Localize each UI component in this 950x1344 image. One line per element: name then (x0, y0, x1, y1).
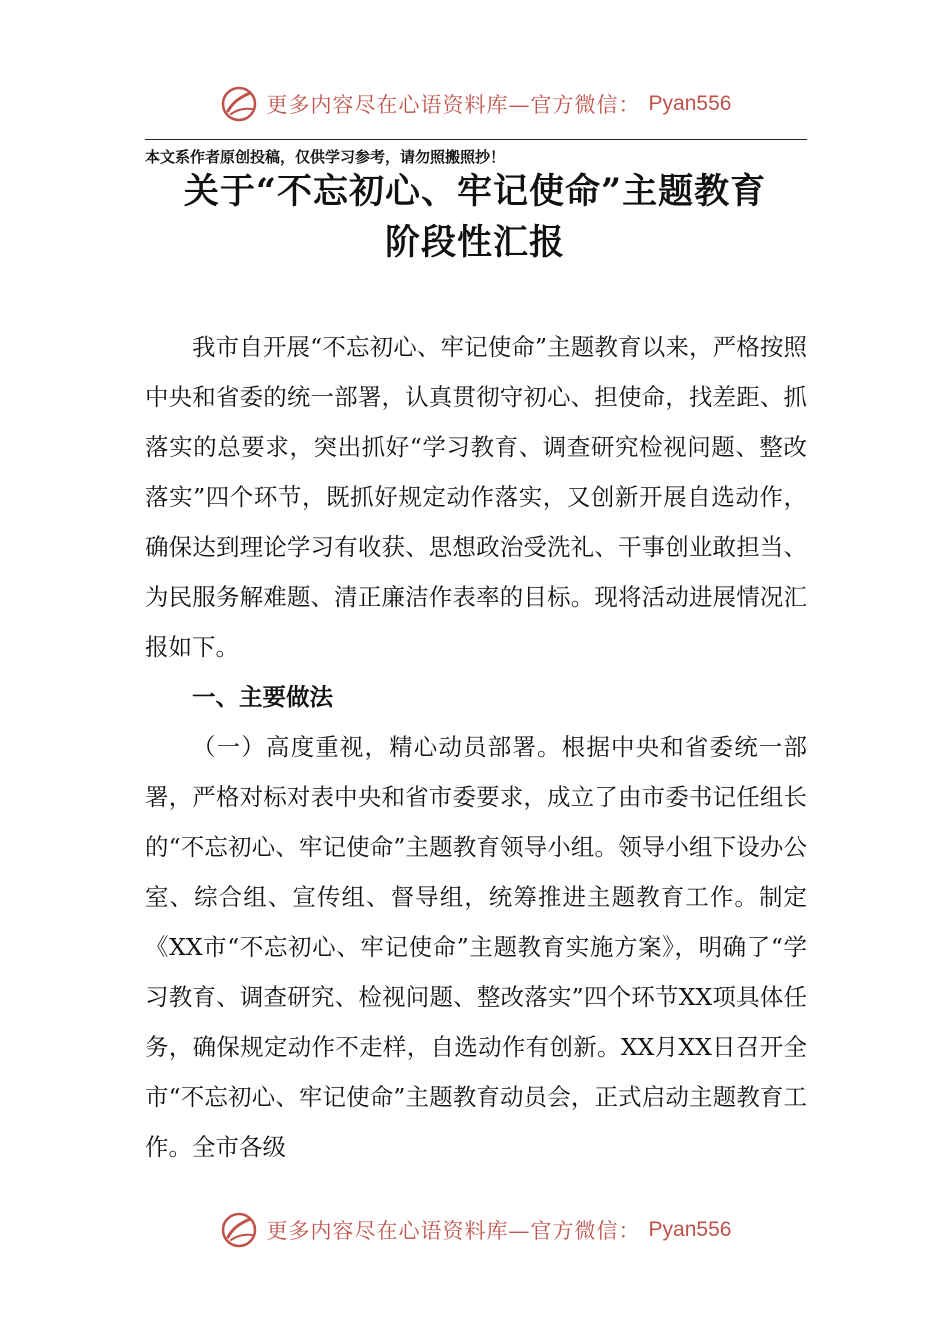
pen-signature-icon (219, 1210, 259, 1250)
watermark-wechat-id: Pyan556 (648, 92, 732, 115)
watermark-wechat-id: Pyan556 (648, 1218, 732, 1241)
document-title-line1: 关于“不忘初心、牢记使命”主题教育 (183, 171, 767, 212)
watermark-text: 更多内容尽在心语资料库—官方微信： (266, 93, 641, 117)
watermark-text: 更多内容尽在心语资料库—官方微信： (266, 1219, 641, 1243)
intro-paragraph: 我市自开展“不忘初心、牢记使命”主题教育以来，严格按照中央和省委的统一部署，认真贯彻守初心、担使命，找差距、抓落实的总要求，突出抓好“学习教育、调查研究检视问题、整改落实”四个环节，既抓好规定动作落实，又创新开展自选动作，确保达到理论学习有收获、思想政治受洗礼、干事创业敢担当、为民服务解难题、清正廉洁作表率的目标。现将活动进展情况汇报如下。 (145, 333, 807, 661)
watermark-header (0, 82, 950, 126)
pen-signature-icon (219, 84, 259, 124)
watermark-footer (0, 1208, 950, 1252)
header-divider (145, 139, 807, 140)
document-body (145, 322, 807, 1172)
section-heading: 一、主要做法 (192, 683, 333, 711)
section-paragraph: （一）高度重视，精心动员部署。根据中央和省委统一部署，严格对标对表中央和省市委要求，成立了由市委书记任组长的“不忘初心、牢记使命”主题教育领导小组。领导小组下设办公室、综合组、宣传组、督导组，统筹推进主题教育工作。制定《XX市“不忘初心、牢记使命”主题教育实施方案》，明确了“学习教育、调查研究、检视问题、整改落实”四个环节XX项具体任务，确保规定动作不走样，自选动作有创新。XX月XX日召开全市“不忘初心、牢记使命”主题教育动员会，正式启动主题教育工作。全市各级 (145, 733, 807, 1161)
copyright-notice: 本文系作者原创投稿，仅供学习参考，请勿照搬照抄！ (145, 148, 506, 166)
document-title-line2: 阶段性汇报 (384, 222, 565, 263)
